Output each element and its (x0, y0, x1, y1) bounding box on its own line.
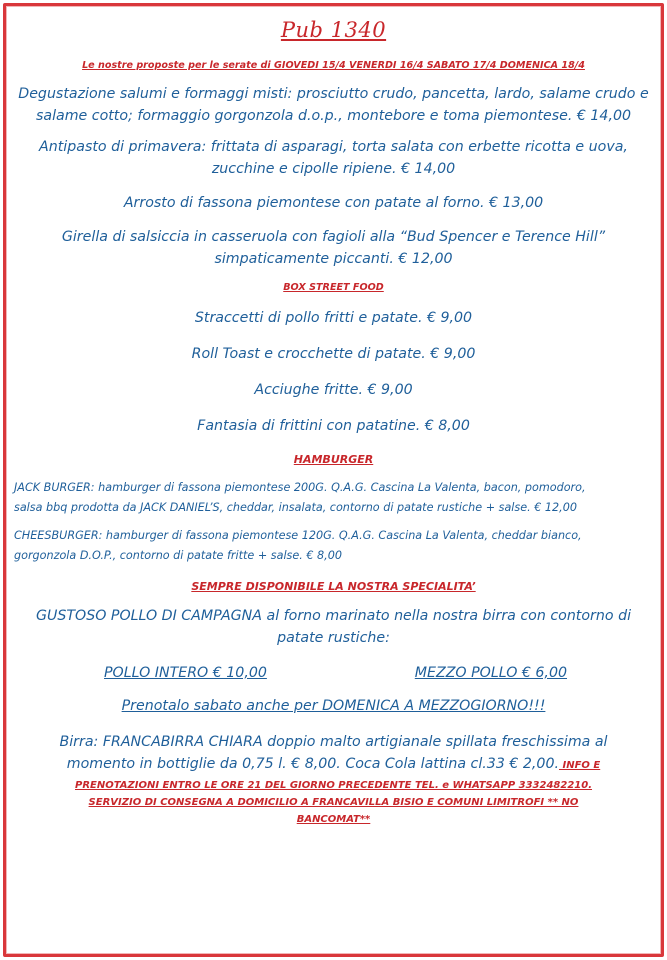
burger-2-line1: CHEESBURGER: hamburger di fassona piemontese 120G. Q.A.G. Cascina La Valenta, cheddar bianco, (14, 529, 582, 542)
specialty-line2: patate rustiche: (277, 630, 390, 646)
box-item-4: Fantasia di frittini con patatine. € 8,00 (197, 418, 470, 434)
dish-2-line2: zucchine e cipolle ripiene. € 14,00 (211, 161, 456, 177)
info-line4: BANCOMAT** (296, 814, 371, 825)
box-item-1: Straccetti di pollo fritti e patate. € 9,00 (194, 310, 473, 326)
dish-4 (14, 226, 653, 270)
dish-2-line1: Antipasto di primavera: frittata di asparagi, torta salata con erbette ricotta e uova, (39, 139, 628, 155)
pollo-intero-price: POLLO INTERO € 10,00 (104, 665, 267, 681)
mezzo-pollo-price: MEZZO POLLO € 6,00 (414, 665, 567, 681)
dish-3 (14, 192, 653, 214)
menu-title: Pub 1340 (280, 18, 387, 42)
specialty-description (14, 605, 653, 649)
burger-1-line2: salsa bbq prodotta da JACK DANIEL’S, cheddar, insalata, contorno di patate rustiche + salse. € 12,00 (14, 501, 577, 514)
burger-1-line1: JACK BURGER: hamburger di fassona piemontese 200G. Q.A.G. Cascina La Valenta, bacon, pomodoro, (14, 481, 586, 494)
birra-line2-text: momento in bottiglie da 0,75 l. € 8,00. Coca Cola lattina cl.33 € 2,00. (66, 756, 559, 772)
box-item-2: Roll Toast e crocchette di patate. € 9,00 (191, 346, 476, 362)
menu-content (14, 18, 653, 828)
box-street-food-heading: BOX STREET FOOD (283, 282, 384, 293)
pollo-prices-row (14, 665, 653, 681)
info-line2: PRENOTAZIONI ENTRO LE ORE 21 DEL GIORNO PRECEDENTE TEL. e WHATSAPP 3332482210. (74, 780, 593, 791)
dish-4-line1: Girella di salsiccia in casseruola con fagioli alla “Bud Spencer e Terence Hill” (61, 229, 606, 245)
box-item-3: Acciughe fritte. € 9,00 (254, 382, 413, 398)
burger-1 (14, 478, 653, 518)
birra-line1: Birra: FRANCABIRRA CHIARA doppio malto artigianale spillata freschissima al (59, 734, 608, 750)
dish-4-line2: simpaticamente piccanti. € 12,00 (214, 251, 453, 267)
specialty-line1: GUSTOSO POLLO DI CAMPAGNA al forno marinato nella nostra birra con contorno di (35, 608, 632, 624)
prenotalo-note: Prenotalo sabato anche per DOMENICA A MEZZOGIORNO!!! (121, 698, 546, 714)
dish-1-line1: Degustazione salumi e formaggi misti: prosciutto crudo, pancetta, lardo, salame crudo e (18, 86, 649, 102)
birra-line2 (14, 753, 653, 777)
info-line3: SERVIZIO DI CONSEGNA A DOMICILIO A FRANCAVILLA BISIO E COMUNI LIMITROFI ** NO (88, 797, 579, 808)
specialty-heading: SEMPRE DISPONIBILE LA NOSTRA SPECIALITA’ (191, 580, 476, 593)
info-inline: INFO E (559, 760, 601, 771)
dish-2 (14, 136, 653, 180)
burger-2-line2: gorgonzola D.O.P., contorno di patate fritte + salse. € 8,00 (14, 549, 342, 562)
closing-info (14, 731, 653, 828)
hamburger-heading: HAMBURGER (293, 453, 374, 466)
dates-heading: Le nostre proposte per le serate di GIOVEDI 15/4 VENERDI 16/4 SABATO 17/4 DOMENICA 18/4 (82, 60, 585, 71)
dish-1 (14, 83, 653, 127)
dish-3-line1: Arrosto di fassona piemontese con patate al forno. € 13,00 (123, 195, 544, 211)
dish-1-line2: salame cotto; formaggio gorgonzola d.o.p., montebore e toma piemontese. € 14,00 (35, 108, 632, 124)
burger-2 (14, 526, 653, 566)
